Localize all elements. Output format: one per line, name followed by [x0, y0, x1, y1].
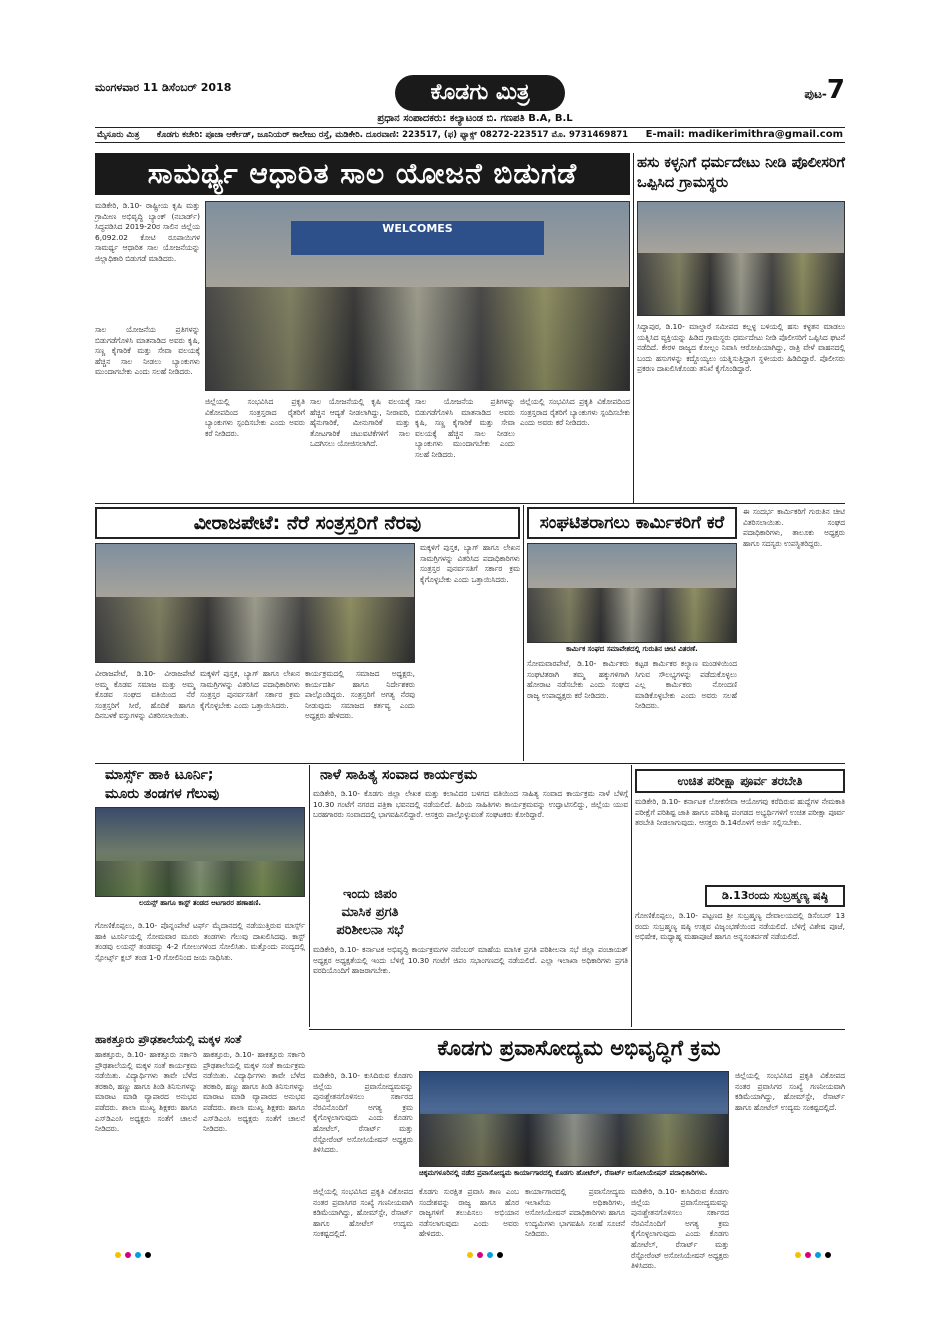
cow-theft-body: ಸಿದ್ದಾಪುರ, ಡಿ.10- ಮಾಲ್ದಾರೆ ಸಮೀಪದ ಕಲ್ಲಳ್ಳ ಬಳಿಯಲ್ಲಿ ಹಸು ಕಳ್ಳತನ ಮಾಡಲು ಯತ್ನಿಸಿದ ವ್ಯಕ್ತಿಯನ್ನು ಹಿಡಿದ ಗ್ರಾಮಸ್ಥರು ಧರ್ಮದೇಟು ನೀಡಿ ಪೊಲೀಸರಿಗೆ ಒಪ್ಪಿಸಿದ ಘಟನೆ ನಡೆದಿದೆ. ಕೇರಳ ರಾಜ್ಯದ ಕೋಲ್ಲಂ ನಿವಾಸಿ ಆರೋಪಿಯಾಗಿದ್ದು, ರಾತ್ರಿ ವೇಳೆ ವಾಹನದಲ್ಲಿ ಬಂದು ಹಸುಗಳನ್ನು ಕದ್ದೊಯ್ಯಲು ಯತ್ನಿಸುತ್ತಿದ್ದಾಗ ಸ್ಥಳೀಯರು ಹಿಡಿದಿದ್ದಾರೆ. ಪೊಲೀಸರು ಪ್ರಕರಣ ದಾಖಲಿಸಿಕೊಂಡು ತನಿಖೆ ಕೈಗೊಂಡಿದ್ದಾರೆ.: [637, 322, 845, 374]
tourism-headline: ಕೊಡಗು ಪ್ರವಾಸೋದ್ಯಮ ಅಭಿವೃದ್ಧಿಗೆ ಕ್ರಮ: [437, 1036, 721, 1060]
hockey-body: ಗೋಣಿಕೊಪ್ಪಲು, ಡಿ.10- ಪೊನ್ನಂಪೇಟೆ ಟರ್ಫ್ ಮೈದಾನದಲ್ಲಿ ನಡೆಯುತ್ತಿರುವ ಮಾರ್ಸ್ಸ್ ಹಾಕಿ ಟೂರ್ನಿಯಲ್ಲಿ ಸೋಮವಾರ ಮೂರು ತಂಡಗಳು ಗೆಲುವು ದಾಖಲಿಸಿದವು. ಕಾಸ್ಟ್ ತಂಡವು ಲಯನ್ಸ್ ತಂಡವನ್ನು 4-2 ಗೋಲುಗಳಿಂದ ಸೋಲಿಸಿತು. ಮತ್ತೊಂದು ಪಂದ್ಯದಲ್ಲಿ ಸ್ಪೋರ್ಟ್ಸ್ ಕ್ಲಬ್ ತಂಡ 1-0 ಗೋಲಿನಿಂದ ಜಯ ಸಾಧಿಸಿತು.: [95, 921, 305, 962]
registration-marks: [95, 1252, 845, 1262]
tourism-column-3: ಕೊಡಗು ಸುರಕ್ಷಿತ ಪ್ರವಾಸಿ ತಾಣ ಎಂಬ ಸಂದೇಶವನ್ನು ರಾಜ್ಯ ಹಾಗೂ ಹೊರ ರಾಜ್ಯಗಳಿಗೆ ತಲುಪಿಸಲು ಅಭಿಯಾನ ನಡೆಸಲಾಗುವುದು ಎಂದು ಅವರು ಹೇಳಿದರು.: [419, 1187, 519, 1239]
issue-date: ಮಂಗಳವಾರ 11 ಡಿಸೆಂಬರ್ 2018: [95, 81, 232, 94]
tourism-column-4: ಕಾರ್ಯಾಗಾರದಲ್ಲಿ ಪ್ರವಾಸೋದ್ಯಮ ಇಲಾಖೆಯ ಅಧಿಕಾರಿಗಳು, ಅಸೋಸಿಯೇಷನ್ ಪದಾಧಿಕಾರಿಗಳು ಹಾಗೂ ಉದ್ಯಮಿಗಳು ಭಾಗವಹಿಸಿ ಸಲಹೆ ಸೂಚನೆ ನೀಡಿದರು.: [525, 1187, 625, 1239]
lead-column-3: ಸಾಲ ಯೋಜನೆಯಲ್ಲಿ ಕೃಷಿ ವಲಯಕ್ಕೆ ಹೆಚ್ಚಿನ ಆದ್ಯತೆ ನೀಡಲಾಗಿದ್ದು, ನೀರಾವರಿ, ಹೈನುಗಾರಿಕೆ, ಮೀನುಗಾರಿಕೆ ಮತ್ತು ತೋಟಗಾರಿಕೆ ಚಟುವಟಿಕೆಗಳಿಗೆ ಸಾಲ ಒದಗಿಸಲು ಯೋಜಿಸಲಾಗಿದೆ.: [310, 397, 410, 449]
hakathur-headline: ಹಾಕತ್ತೂರು ಪ್ರೌಢಶಾಲೆಯಲ್ಲಿ ಮಕ್ಕಳ ಸಂತೆ: [95, 1033, 242, 1046]
hakathur-column-1: ಹಾಕತ್ತೂರು, ಡಿ.10- ಹಾಕತ್ತೂರು ಸರ್ಕಾರಿ ಪ್ರೌಢಶಾಲೆಯಲ್ಲಿ ಮಕ್ಕಳ ಸಂತೆ ಕಾರ್ಯಕ್ರಮ ನಡೆಯಿತು. ವಿದ್ಯಾರ್ಥಿಗಳು ತಾವೇ ಬೆಳೆದ ತರಕಾರಿ, ಹಣ್ಣು ಹಾಗೂ ತಿಂಡಿ ತಿನಿಸುಗಳನ್ನು ಮಾರಾಟ ಮಾಡಿ ವ್ಯಾಪಾರದ ಅನುಭವ ಪಡೆದರು. ಶಾಲಾ ಮುಖ್ಯ ಶಿಕ್ಷಕರು ಹಾಗೂ ಎಸ್‌ಡಿಎಂಸಿ ಅಧ್ಯಕ್ಷರು ಸಂತೆಗೆ ಚಾಲನೆ ನೀಡಿದರು.: [95, 1050, 197, 1134]
newspaper-logo: ಕೊಡಗು ಮಿತ್ರ: [395, 75, 565, 111]
tourism-column-1: ಮಡಿಕೇರಿ, ಡಿ.10- ಕುಸಿದಿರುವ ಕೊಡಗು ಜಿಲ್ಲೆಯ ಪ್ರವಾಸೋದ್ಯಮವನ್ನು ಪುನಃಶ್ಚೇತನಗೊಳಿಸಲು ಸರ್ಕಾರದ ನೆರವಿನೊಂದಿಗೆ ಅಗತ್ಯ ಕ್ರಮ ಕೈಗೊಳ್ಳಲಾಗುವುದು ಎಂದು ಕೊಡಗು ಹೋಟೆಲ್, ರೆಸಾರ್ಟ್ ಮತ್ತು ರೆಸ್ಟೋರೆಂಟ್ ಅಸೋಸಿಯೇಷನ್ ಅಧ್ಯಕ್ಷರು ತಿಳಿಸಿದರು.: [313, 1071, 413, 1155]
lead-column-4: ಸಾಲ ಯೋಜನೆಯ ಪ್ರತಿಗಳನ್ನು ಬಿಡುಗಡೆಗೊಳಿಸಿ ಮಾತನಾಡಿದ ಅವರು ಕೃಷಿ, ಸಣ್ಣ ಕೈಗಾರಿಕೆ ಮತ್ತು ಸೇವಾ ವಲಯಕ್ಕೆ ಹೆಚ್ಚಿನ ಸಾಲ ನೀಡಲು ಬ್ಯಾಂಕುಗಳು ಮುಂದಾಗಬೇಕು ಎಂದು ಸಲಹೆ ನೀಡಿದರು.: [415, 397, 515, 459]
photo-banner: WELCOMES: [291, 221, 545, 255]
tourism-column-5: ಮಡಿಕೇರಿ, ಡಿ.10- ಕುಸಿದಿರುವ ಕೊಡಗು ಜಿಲ್ಲೆಯ ಪ್ರವಾಸೋದ್ಯಮವನ್ನು ಪುನಃಶ್ಚೇತನಗೊಳಿಸಲು ಸರ್ಕಾರದ ನೆರವಿನೊಂದಿಗೆ ಅಗತ್ಯ ಕ್ರಮ ಕೈಗೊಳ್ಳಲಾಗುವುದು ಎಂದು ಕೊಡಗು ಹೋಟೆಲ್, ರೆಸಾರ್ಟ್ ಮತ್ತು ರೆಸ್ಟೋರೆಂಟ್ ಅಸೋಸಿಯೇಷನ್ ಅಧ್ಯಕ್ಷರು ತಿಳಿಸಿದರು.: [631, 1187, 729, 1271]
workers-column-3: ಈ ಸಂದರ್ಭ ಕಾರ್ಮಿಕರಿಗೆ ಗುರುತಿನ ಚೀಟಿ ವಿತರಿಸಲಾಯಿತು. ಸಂಘದ ಪದಾಧಿಕಾರಿಗಳು, ತಾಲೂಕು ಅಧ್ಯಕ್ಷರು ಹಾಗೂ ಸದಸ್ಯರು ಉಪಸ್ಥಿತರಿದ್ದರು.: [743, 507, 845, 548]
tourism-photo: [419, 1071, 729, 1167]
office-address: ಕೊಡಗು ಕಚೇರಿ: ಪೂಜಾ ಆರ್ಕೇಡ್, ಜೂನಿಯರ್ ಕಾಲೇಜು ರಸ್ತೆ, ಮಡಿಕೇರಿ. ದೂರವಾಣಿ: 223517, (ಫ) ಫ್ಯಾಕ್ಸ್ 08272-223517 ಮೊ. 9731469871: [156, 130, 629, 140]
chief-editor-line: ಪ್ರಧಾನ ಸಂಪಾದಕರು: ಕಲ್ಯಾಟಂಡ ಬಿ. ಗಣಪತಿ B.A, B.L: [377, 113, 573, 124]
zp-headline-3: ಪರಿಶೀಲನಾ ಸಭೆ: [336, 923, 404, 938]
virajpet-column-4: ಮಕ್ಕಳಿಗೆ ಪುಸ್ತಕ, ಬ್ಯಾಗ್ ಹಾಗೂ ಲೇಖನ ಸಾಮಗ್ರಿಗಳನ್ನು ವಿತರಿಸಿದ ಪದಾಧಿಕಾರಿಗಳು ಸಂತ್ರಸ್ತರ ಪುನರ್ವಸತಿಗೆ ಸರ್ಕಾರ ಕ್ರಮ ಕೈಗೊಳ್ಳಬೇಕು ಎಂದು ಒತ್ತಾಯಿಸಿದರು.: [420, 543, 520, 584]
hockey-headline-2: ಮೂರು ತಂಡಗಳ ಗೆಲುವು: [105, 786, 220, 802]
sahitya-body: ಮಡಿಕೇರಿ, ಡಿ.10- ಕೊಡಗು ಜಿಲ್ಲಾ ಲೇಖಕ ಮತ್ತು ಕಲಾವಿದರ ಬಳಗದ ವತಿಯಿಂದ ಸಾಹಿತ್ಯ ಸಂವಾದ ಕಾರ್ಯಕ್ರಮ ನಾಳೆ ಬೆಳಿಗ್ಗೆ 10.30 ಗಂಟೆಗೆ ನಗರದ ಪತ್ರಿಕಾ ಭವನದಲ್ಲಿ ನಡೆಯಲಿದೆ. ಹಿರಿಯ ಸಾಹಿತಿಗಳು ಕಾರ್ಯಕ್ರಮವನ್ನು ಉದ್ಘಾಟಿಸಲಿದ್ದು, ಜಿಲ್ಲೆಯ ಯುವ ಬರಹಗಾರರು ಸಂವಾದದಲ್ಲಿ ಭಾಗವಹಿಸಲಿದ್ದಾರೆ. ಆಸಕ್ತರು ಪಾಲ್ಗೊಳ್ಳುವಂತೆ ಸಂಘಟಕರು ಕೋರಿದ್ದಾರೆ.: [313, 789, 628, 820]
workers-caption: ಕಾರ್ಮಿಕ ಸಂಘದ ಸಮಾವೇಶದಲ್ಲಿ ಗುರುತಿನ ಚೀಟಿ ವಿತರಣೆ.: [566, 645, 698, 653]
virajpet-column-2: ಮಕ್ಕಳಿಗೆ ಪುಸ್ತಕ, ಬ್ಯಾಗ್ ಹಾಗೂ ಲೇಖನ ಸಾಮಗ್ರಿಗಳನ್ನು ವಿತರಿಸಿದ ಪದಾಧಿಕಾರಿಗಳು ಸಂತ್ರಸ್ತರ ಪುನರ್ವಸತಿಗೆ ಸರ್ಕಾರ ಕ್ರಮ ಕೈಗೊಳ್ಳಬೇಕು ಎಂದು ಒತ್ತಾಯಿಸಿದರು.: [200, 669, 300, 710]
workers-column-1: ಸೋಮವಾರಪೇಟೆ, ಡಿ.10- ಕಾರ್ಮಿಕರು ಸಂಘಟಿತರಾಗಿ ತಮ್ಮ ಹಕ್ಕುಗಳಿಗಾಗಿ ಹೋರಾಟ ನಡೆಸಬೇಕು ಎಂದು ಸಂಘದ ರಾಜ್ಯ ಉಪಾಧ್ಯಕ್ಷರು ಕರೆ ನೀಡಿದರು.: [527, 659, 629, 700]
zp-headline-2: ಮಾಸಿಕ ಪ್ರಗತಿ: [341, 905, 399, 920]
masthead: [95, 75, 845, 140]
lead-photo: [205, 201, 630, 391]
hockey-caption: ಲಯನ್ಸ್ ಹಾಗೂ ಕಾಸ್ಟ್ ತಂಡದ ಆಟಗಾರರ ಹಣಾಹಣಿ.: [139, 899, 261, 907]
contact-email: E-mail: madikerimithra@gmail.com: [645, 129, 843, 140]
workers-column-2: ಕಟ್ಟಡ ಕಾರ್ಮಿಕರ ಕಲ್ಯಾಣ ಮಂಡಳಿಯಿಂದ ಸಿಗುವ ಸೌಲಭ್ಯಗಳನ್ನು ಪಡೆದುಕೊಳ್ಳಲು ಎಲ್ಲ ಕಾರ್ಮಿಕರು ನೋಂದಣಿ ಮಾಡಿಕೊಳ್ಳಬೇಕು ಎಂದು ಅವರು ಸಲಹೆ ನೀಡಿದರು.: [635, 659, 737, 711]
page-number: ಪುಟ-7: [804, 75, 845, 105]
exam-training-headline: ಉಚಿತ ಪರೀಕ್ಷಾ ಪೂರ್ವ ತರಬೇತಿ: [635, 769, 845, 793]
virajpet-headline: ವೀರಾಜಪೇಟೆ: ನೆರೆ ಸಂತ್ರಸ್ತರಿಗೆ ನೆರವು: [95, 507, 520, 539]
zp-headline-1: ಇಂದು ಜಿಪಂ: [342, 887, 398, 902]
subrahmanya-headline: ಡಿ.13ರಂದು ಸುಬ್ರಹ್ಮಣ್ಯ ಷಷ್ಠಿ: [705, 885, 845, 907]
sister-paper-name: ಮೈಸೂರು ಮಿತ್ರ: [97, 130, 140, 140]
hockey-headline-1: ಮಾರ್ಸ್ಸ್ ಹಾಕಿ ಟೂರ್ನಿ;: [105, 767, 214, 783]
newspaper-page: [95, 75, 845, 1271]
tourism-caption: ಚಿಕ್ಕಮಗಳೂರಿನಲ್ಲಿ ನಡೆದ ಪ್ರವಾಸೋದ್ಯಮ ಕಾರ್ಯಾಗಾರದಲ್ಲಿ ಕೊಡಗು ಹೋಟೆಲ್, ರೆಸಾರ್ಟ್ ಅಸೋಸಿಯೇಷನ್ ಪದಾಧಿಕಾರಿಗಳು.: [419, 1169, 708, 1177]
lead-headline: ಸಾಮರ್ಥ್ಯ ಆಧಾರಿತ ಸಾಲ ಯೋಜನೆ ಬಿಡುಗಡೆ: [95, 153, 630, 195]
contact-bar: [95, 127, 845, 143]
tourism-column-2: ಜಿಲ್ಲೆಯಲ್ಲಿ ಸಂಭವಿಸಿದ ಪ್ರಕೃತಿ ವಿಕೋಪದ ನಂತರ ಪ್ರವಾಸಿಗರ ಸಂಖ್ಯೆ ಗಣನೀಯವಾಗಿ ಕಡಿಮೆಯಾಗಿದ್ದು, ಹೋಮ್‌ಸ್ಟೇ, ರೆಸಾರ್ಟ್ ಹಾಗೂ ಹೋಟೆಲ್ ಉದ್ಯಮ ಸಂಕಷ್ಟದಲ್ಲಿದೆ.: [313, 1187, 413, 1239]
exam-training-body: ಮಡಿಕೇರಿ, ಡಿ.10- ಕರ್ನಾಟಕ ಲೋಕಸೇವಾ ಆಯೋಗವು ಕರೆದಿರುವ ಹುದ್ದೆಗಳ ನೇಮಕಾತಿ ಪರೀಕ್ಷೆಗೆ ಪರಿಶಿಷ್ಟ ಜಾತಿ ಹಾಗೂ ಪರಿಶಿಷ್ಟ ಪಂಗಡದ ಅಭ್ಯರ್ಥಿಗಳಿಗೆ ಉಚಿತ ಪರೀಕ್ಷಾ ಪೂರ್ವ ತರಬೇತಿ ನೀಡಲಾಗುವುದು. ಆಸಕ್ತರು ಡಿ.14ರೊಳಗೆ ಅರ್ಜಿ ಸಲ್ಲಿಸಬೇಕು.: [635, 797, 845, 828]
cow-theft-photo: [637, 201, 845, 316]
lead-column-6: ಜಿಲ್ಲೆಯಲ್ಲಿ ಸಂಭವಿಸಿದ ಪ್ರಕೃತಿ ವಿಕೋಪದಿಂದ ಸಂತ್ರಸ್ತರಾದ ರೈತರಿಗೆ ಬ್ಯಾಂಕುಗಳು ಸ್ಪಂದಿಸಬೇಕು ಎಂದು ಅವರು ಕರೆ ನೀಡಿದರು.: [520, 397, 630, 428]
lead-column-2: ಜಿಲ್ಲೆಯಲ್ಲಿ ಸಂಭವಿಸಿದ ಪ್ರಕೃತಿ ವಿಕೋಪದಿಂದ ಸಂತ್ರಸ್ತರಾದ ರೈತರಿಗೆ ಬ್ಯಾಂಕುಗಳು ಸ್ಪಂದಿಸಬೇಕು ಎಂದು ಅವರು ಕರೆ ನೀಡಿದರು.: [205, 397, 305, 438]
zp-body: ಮಡಿಕೇರಿ, ಡಿ.10- ಕರ್ನಾಟಕ ಅಭಿವೃದ್ಧಿ ಕಾರ್ಯಕ್ರಮಗಳ ನವೆಂಬರ್ ಮಾಹೆಯ ಮಾಸಿಕ ಪ್ರಗತಿ ಪರಿಶೀಲನಾ ಸಭೆ ಜಿಲ್ಲಾ ಪಂಚಾಯತ್ ಅಧ್ಯಕ್ಷರ ಅಧ್ಯಕ್ಷತೆಯಲ್ಲಿ ಇಂದು ಬೆಳಿಗ್ಗೆ 10.30 ಗಂಟೆಗೆ ಜಿಪಂ ಸಭಾಂಗಣದಲ್ಲಿ ನಡೆಯಲಿದೆ. ಎಲ್ಲಾ ಇಲಾಖಾ ಅಧಿಕಾರಿಗಳು ಪ್ರಗತಿ ವರದಿಯೊಂದಿಗೆ ಹಾಜರಾಗಬೇಕು.: [313, 945, 628, 976]
cow-theft-headline: ಹಸು ಕಳ್ಳನಿಗೆ ಧರ್ಮದೇಟು ನೀಡಿ ಪೊಲೀಸರಿಗೆ ಒಪ್ಪಿಸಿದ ಗ್ರಾಮಸ್ಥರು: [637, 155, 845, 191]
workers-headline: ಸಂಘಟಿತರಾಗಲು ಕಾರ್ಮಿಕರಿಗೆ ಕರೆ: [527, 507, 737, 539]
lead-column-1: ಮಡಿಕೇರಿ, ಡಿ.10- ರಾಷ್ಟ್ರೀಯ ಕೃಷಿ ಮತ್ತು ಗ್ರಾಮೀಣ ಅಭಿವೃದ್ಧಿ ಬ್ಯಾಂಕ್ (ನಬಾರ್ಡ್) ಸಿದ್ಧಪಡಿಸಿದ 2019-20ರ ಸಾಲಿನ ಜಿಲ್ಲೆಯ 6,092.02 ಕೋಟಿ ರೂಪಾಯಿಗಳ ಸಾಮರ್ಥ್ಯ ಆಧಾರಿತ ಸಾಲ ಯೋಜನೆಯನ್ನು ಜಿಲ್ಲಾಧಿಕಾರಿ ಬಿಡುಗಡೆ ಮಾಡಿದರು.: [95, 201, 200, 263]
hockey-photo: [95, 807, 305, 897]
virajpet-photo: [95, 543, 415, 663]
virajpet-column-1: ವೀರಾಜಪೇಟೆ, ಡಿ.10- ವೀರಾಜಪೇಟೆ ಅಮ್ಮ ಕೊಡವ ಸಮಾಜ ಮತ್ತು ಅಮ್ಮ ಕೊಡವ ಸಂಘದ ವತಿಯಿಂದ ನೆರೆ ಸಂತ್ರಸ್ತರಿಗೆ ಸೀರೆ, ಹೊದಿಕೆ ಹಾಗೂ ದಿನಬಳಕೆ ವಸ್ತುಗಳನ್ನು ವಿತರಿಸಲಾಯಿತು.: [95, 669, 195, 721]
virajpet-column-3: ಕಾರ್ಯಕ್ರಮದಲ್ಲಿ ಸಮಾಜದ ಅಧ್ಯಕ್ಷರು, ಕಾರ್ಯದರ್ಶಿ ಹಾಗೂ ನಿರ್ದೇಶಕರು ಪಾಲ್ಗೊಂಡಿದ್ದರು. ಸಂತ್ರಸ್ತರಿಗೆ ಅಗತ್ಯ ನೆರವು ನೀಡುವುದು ಸಮಾಜದ ಕರ್ತವ್ಯ ಎಂದು ಅಧ್ಯಕ್ಷರು ಹೇಳಿದರು.: [305, 669, 415, 721]
sahitya-headline: ನಾಳೆ ಸಾಹಿತ್ಯ ಸಂವಾದ ಕಾರ್ಯಕ್ರಮ: [320, 767, 478, 783]
workers-photo: [527, 543, 737, 643]
tourism-column-6: ಜಿಲ್ಲೆಯಲ್ಲಿ ಸಂಭವಿಸಿದ ಪ್ರಕೃತಿ ವಿಕೋಪದ ನಂತರ ಪ್ರವಾಸಿಗರ ಸಂಖ್ಯೆ ಗಣನೀಯವಾಗಿ ಕಡಿಮೆಯಾಗಿದ್ದು, ಹೋಮ್‌ಸ್ಟೇ, ರೆಸಾರ್ಟ್ ಹಾಗೂ ಹೋಟೆಲ್ ಉದ್ಯಮ ಸಂಕಷ್ಟದಲ್ಲಿದೆ.: [735, 1071, 845, 1112]
lead-column-1b: ಸಾಲ ಯೋಜನೆಯ ಪ್ರತಿಗಳನ್ನು ಬಿಡುಗಡೆಗೊಳಿಸಿ ಮಾತನಾಡಿದ ಅವರು ಕೃಷಿ, ಸಣ್ಣ ಕೈಗಾರಿಕೆ ಮತ್ತು ಸೇವಾ ವಲಯಕ್ಕೆ ಹೆಚ್ಚಿನ ಸಾಲ ನೀಡಲು ಬ್ಯಾಂಕುಗಳು ಮುಂದಾಗಬೇಕು ಎಂದು ಸಲಹೆ ನೀಡಿದರು.: [95, 325, 200, 377]
subrahmanya-body: ಗೋಣಿಕೊಪ್ಪಲು, ಡಿ.10- ಪಟ್ಟಣದ ಶ್ರೀ ಸುಬ್ರಹ್ಮಣ್ಯ ದೇವಾಲಯದಲ್ಲಿ ಡಿಸೆಂಬರ್ 13 ರಂದು ಸುಬ್ರಹ್ಮಣ್ಯ ಷಷ್ಠಿ ಉತ್ಸವ ವಿಜೃಂಭಣೆಯಿಂದ ನಡೆಯಲಿದೆ. ಬೆಳಿಗ್ಗೆ ವಿಶೇಷ ಪೂಜೆ, ಅಭಿಷೇಕ, ಮಧ್ಯಾಹ್ನ ಮಹಾಪೂಜೆ ಹಾಗೂ ಅನ್ನಸಂತರ್ಪಣೆ ನಡೆಯಲಿದೆ.: [635, 911, 845, 942]
hakathur-column-2: ಹಾಕತ್ತೂರು, ಡಿ.10- ಹಾಕತ್ತೂರು ಸರ್ಕಾರಿ ಪ್ರೌಢಶಾಲೆಯಲ್ಲಿ ಮಕ್ಕಳ ಸಂತೆ ಕಾರ್ಯಕ್ರಮ ನಡೆಯಿತು. ವಿದ್ಯಾರ್ಥಿಗಳು ತಾವೇ ಬೆಳೆದ ತರಕಾರಿ, ಹಣ್ಣು ಹಾಗೂ ತಿಂಡಿ ತಿನಿಸುಗಳನ್ನು ಮಾರಾಟ ಮಾಡಿ ವ್ಯಾಪಾರದ ಅನುಭವ ಪಡೆದರು. ಶಾಲಾ ಮುಖ್ಯ ಶಿಕ್ಷಕರು ಹಾಗೂ ಎಸ್‌ಡಿಎಂಸಿ ಅಧ್ಯಕ್ಷರು ಸಂತೆಗೆ ಚಾಲನೆ ನೀಡಿದರು.: [203, 1050, 305, 1134]
